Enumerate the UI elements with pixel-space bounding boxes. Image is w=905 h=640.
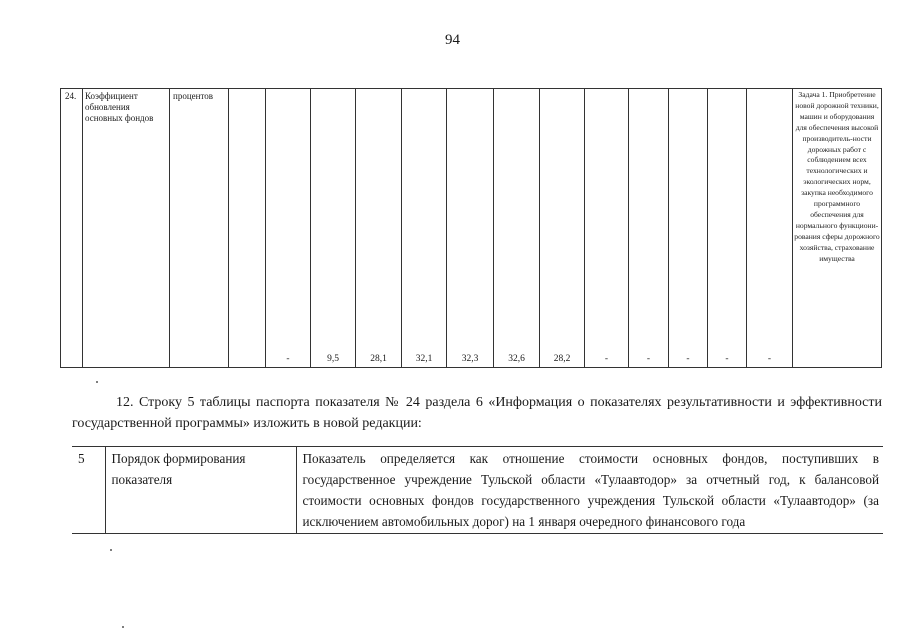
indicator-table [60, 88, 882, 368]
value-cell: - [629, 89, 669, 368]
value-cell: 28,1 [356, 89, 402, 368]
passport-row [72, 447, 883, 534]
page-number: 94 [445, 32, 460, 48]
passport-row-description: Показатель определяется как отношение стоимости основных фондов, поступивших в государственное учреждение Тульской области «Тулаавтодор» за отчетный год, к балансовой стоимости основных фондов государственного учреждения Тульской области «Тулаавтодор» (за исключением автомобильных дорог) на 1 января очередного финансового года [296, 447, 883, 534]
indicator-name: Коэффициент обновления основных фондов [83, 89, 170, 368]
task-description: Задача 1. Приобретение новой дорожной техники, машин и оборудования для обеспечения высокой производитель-ности дорожных работ с соблюдением всех технологических и экологических норм, закупка необходимого программного обеспечения для нормального функциони-рования сферы дорожного хозяйства, страхование имущества [793, 89, 882, 368]
value-cell: 32,3 [447, 89, 494, 368]
value-cell: - [708, 89, 747, 368]
value-cell: 28,2 [540, 89, 585, 368]
value-cell: - [266, 89, 311, 368]
value-cell [229, 89, 266, 368]
value-cell: 9,5 [311, 89, 356, 368]
value-cell: 32,6 [494, 89, 540, 368]
passport-table [72, 446, 883, 534]
scan-speck [122, 626, 124, 628]
scan-speck [96, 381, 98, 383]
scan-speck [110, 549, 112, 551]
value-cell: 32,1 [402, 89, 447, 368]
amendment-paragraph: 12. Строку 5 таблицы паспорта показателя № 24 раздела 6 «Информация о показателях результативности и эффективности государственной программы» изложить в новой редакции: [72, 395, 882, 431]
indicator-row [61, 89, 882, 368]
row-number: 24. [61, 89, 83, 368]
value-cell: - [747, 89, 793, 368]
value-cell: - [669, 89, 708, 368]
value-cell: - [585, 89, 629, 368]
passport-row-label: Порядок формирования показателя [105, 447, 296, 534]
passport-row-number: 5 [72, 447, 105, 534]
indicator-unit: процентов [170, 89, 229, 368]
